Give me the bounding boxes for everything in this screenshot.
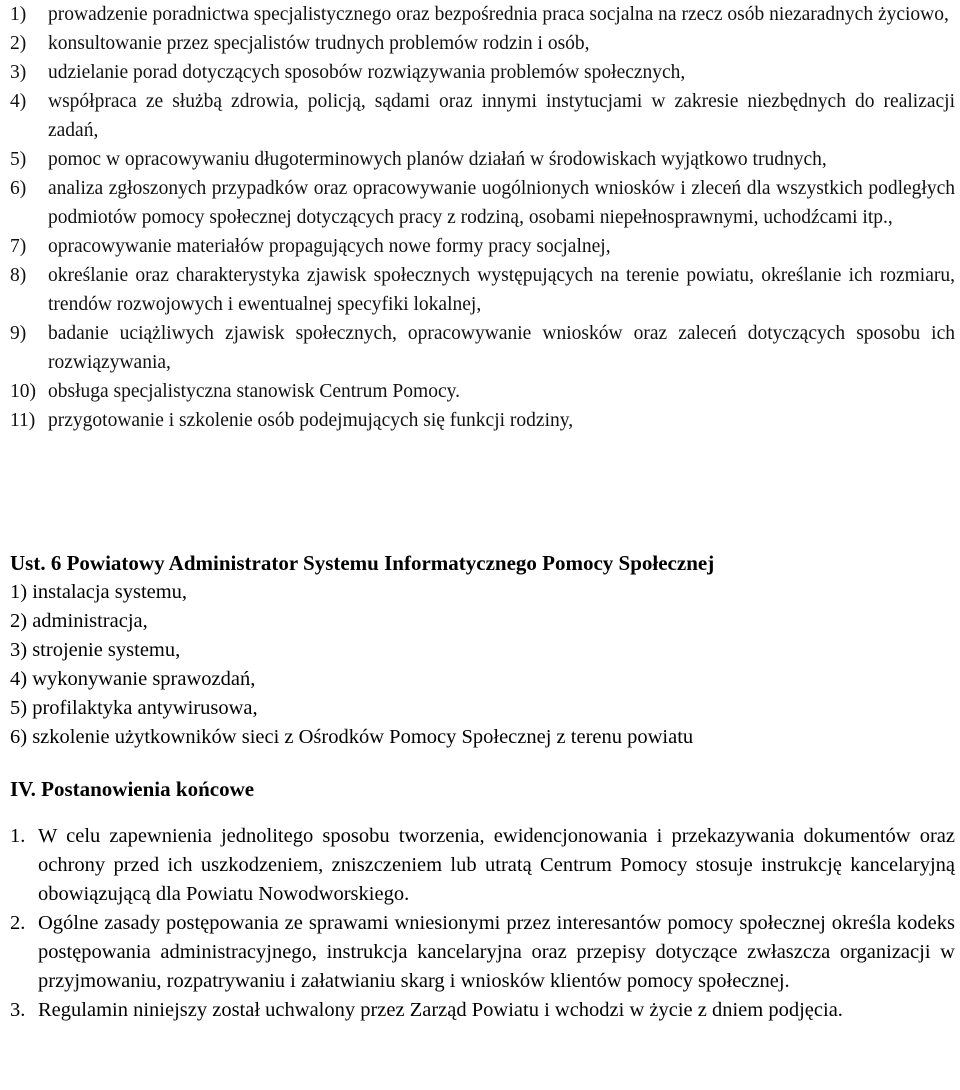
list-item-text: Ogólne zasady postępowania ze sprawami wniesionymi przez interesantów pomocy społecznej określa kodeks postępowania administracyjnego, instrukcja kancelaryjna oraz przepisy dotyczące zwłaszcza organizacji w przyjmowaniu, rozpatrywaniu i załatwianiu skarg i wniosków klientów pomocy społecznej. xyxy=(38,912,955,992)
list-item-text: prowadzenie poradnictwa specjalistycznego oraz bezpośrednia praca socjalna na rzecz osób niezaradnych życiowo, xyxy=(48,4,949,25)
list-item-number: 6) xyxy=(10,178,27,199)
list-item-text: udzielanie porad dotyczących sposobów rozwiązywania problemów społecznych, xyxy=(48,62,686,83)
section6-task-list xyxy=(10,578,955,752)
section6-heading: Ust. 6 Powiatowy Administrator Systemu Informatycznego Pomocy Społecznej xyxy=(10,551,715,575)
list-item xyxy=(10,822,955,909)
list-item xyxy=(10,58,955,87)
list-item-number: 2. xyxy=(10,912,26,934)
list-item xyxy=(10,319,955,377)
list-item-number: 7) xyxy=(10,236,27,257)
list-item-text: określanie oraz charakterystyka zjawisk społecznych występujących na terenie powiatu, określanie ich rozmiaru, trendów rozwojowych i ewentualnej specyfiki lokalnej, xyxy=(48,265,955,315)
list-item: 2) administracja, xyxy=(10,610,148,632)
list-item-text: Regulamin niniejszy został uchwalony przez Zarząd Powiatu i wchodzi w życie z dniem podjęcia. xyxy=(38,999,843,1021)
list-item-number: 11) xyxy=(10,410,36,431)
list-item: 1) instalacja systemu, xyxy=(10,581,188,603)
list-item-number: 9) xyxy=(10,323,27,344)
list-item xyxy=(10,232,955,261)
list-item xyxy=(10,261,955,319)
list-item-text: analiza zgłoszonych przypadków oraz opracowywanie uogólnionych wniosków i zleceń dla wszystkich podległych podmiotów pomocy społecznej dotyczących pracy z rodziną, osobami niepełnosprawnymi, uchodźcami itp., xyxy=(48,178,955,228)
list-item xyxy=(10,0,955,29)
list-item-number: 1. xyxy=(10,825,26,847)
list-item: 6) szkolenie użytkowników sieci z Ośrodków Pomocy Społecznej z terenu powiatu xyxy=(10,726,694,748)
list-item xyxy=(10,145,955,174)
list-item-text: konsultowanie przez specjalistów trudnych problemów rodzin i osób, xyxy=(48,33,590,54)
list-item xyxy=(10,87,955,145)
list-item xyxy=(10,406,955,435)
list-item-text: opracowywanie materiałów propagujących nowe formy pracy socjalnej, xyxy=(48,236,611,257)
list-item-text: pomoc w opracowywaniu długoterminowych planów działań w środowiskach wyjątkowo trudnych, xyxy=(48,149,827,170)
list-item-number: 2) xyxy=(10,33,27,54)
list-item-number: 5) xyxy=(10,149,27,170)
list-item xyxy=(10,377,955,406)
list-item-number: 3. xyxy=(10,999,26,1021)
section5-task-list xyxy=(10,0,955,435)
list-item-text: W celu zapewnienia jednolitego sposobu tworzenia, ewidencjonowania i przekazywania dokumentów oraz ochrony przed ich uszkodzeniem, zniszczeniem lub utratą Centrum Pomocy stosuje instrukcję kancelaryjną obowiązującą dla Powiatu Nowodworskiego. xyxy=(38,825,955,905)
list-item-number: 3) xyxy=(10,62,27,83)
list-item xyxy=(10,174,955,232)
list-item: 3) strojenie systemu, xyxy=(10,639,181,661)
list-item-text: badanie uciążliwych zjawisk społecznych, opracowywanie wniosków oraz zaleceń dotyczących sposobu ich rozwiązywania, xyxy=(48,323,955,373)
list-item: 5) profilaktyka antywirusowa, xyxy=(10,697,258,719)
list-item-number: 8) xyxy=(10,265,27,286)
list-item: 4) wykonywanie sprawozdań, xyxy=(10,668,256,690)
list-item-number: 10) xyxy=(10,381,36,402)
list-item-text: obsługa specjalistyczna stanowisk Centrum Pomocy. xyxy=(48,381,460,402)
list-item xyxy=(10,996,955,1025)
list-item-text: przygotowanie i szkolenie osób podejmujących się funkcji rodziny, xyxy=(48,410,574,431)
list-item xyxy=(10,909,955,996)
list-item-text: współpraca ze służbą zdrowia, policją, sądami oraz innymi instytucjami w zakresie niezbędnych do realizacji zadań, xyxy=(48,91,955,141)
list-item-number: 4) xyxy=(10,91,27,112)
section-iv-heading: IV. Postanowienia końcowe xyxy=(10,777,255,801)
list-item xyxy=(10,29,955,58)
final-provisions-list xyxy=(10,822,955,1025)
list-item-number: 1) xyxy=(10,4,27,25)
